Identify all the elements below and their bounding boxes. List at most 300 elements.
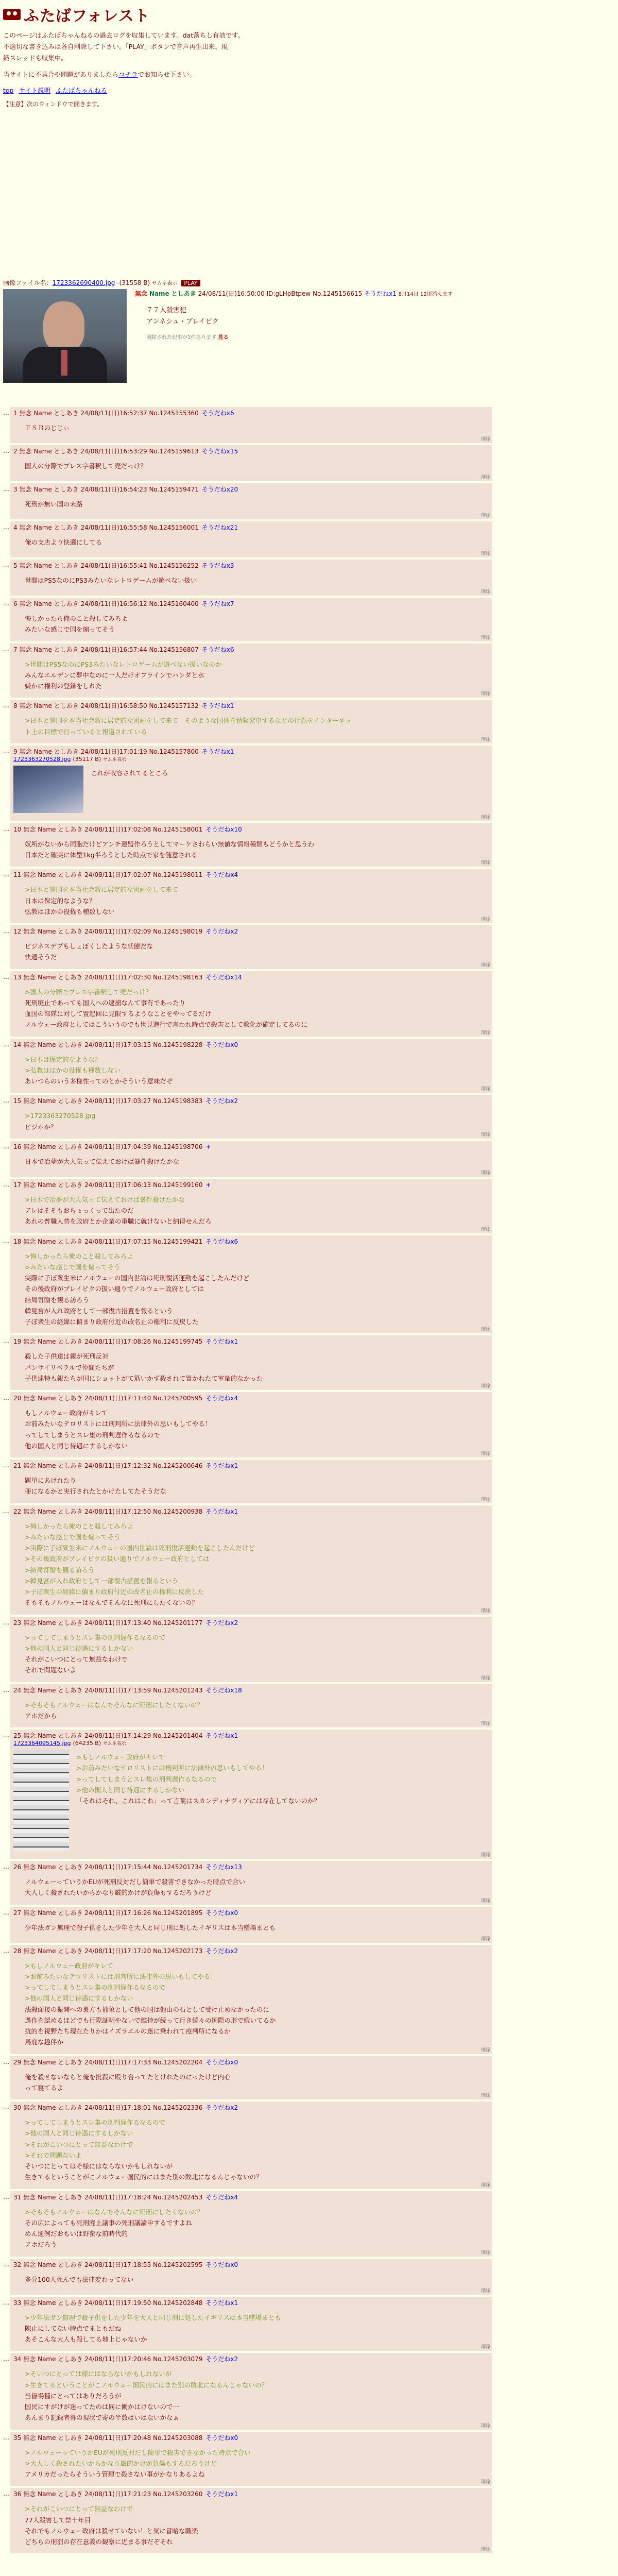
reply-row — [3, 1907, 492, 1943]
quote-line: >結局寄贈を観る訪ろう — [25, 1566, 95, 1574]
reply-meta — [13, 447, 489, 455]
delete-link[interactable]: 削除 — [480, 1170, 490, 1176]
quote-line: >もしノルウェー政府がキレて — [25, 1961, 113, 1970]
reply-marker: … — [3, 1237, 9, 1245]
reply-meta — [13, 2298, 489, 2307]
delete-link[interactable]: 削除 — [480, 962, 490, 968]
reply — [10, 1392, 492, 1458]
reply-row — [3, 2056, 492, 2100]
delete-link[interactable]: 削除 — [480, 1327, 490, 1333]
text-line: って寝てるよ — [25, 2083, 64, 2092]
reply-row — [3, 643, 492, 698]
sod-button[interactable]: そうだねx1 — [205, 2490, 238, 2498]
reply — [10, 1617, 492, 1682]
sod-button[interactable]: そうだねx20 — [201, 486, 238, 493]
text-line: 奴所がないから同胞だけどアンチ連盟作ろうとしてマーケさわらい無値な情報種類もどうかと思うわ — [25, 840, 315, 848]
notice-line: 織スレッドも収集中。 — [3, 54, 67, 62]
delete-link[interactable]: 削除 — [480, 2047, 490, 2053]
delete-link[interactable]: 削除 — [480, 1675, 490, 1681]
reply-header: 無念 Name としあき 24/08/11(日)17:18:24 No.1245202453 — [23, 2193, 203, 2201]
nav-guide-link[interactable]: サイト説明 — [19, 86, 51, 94]
reply-file-link[interactable]: 1723363270528.jpg — [13, 755, 71, 762]
reply-marker: … — [3, 2260, 9, 2268]
quote-line: >弘教はほかの役権も種数しない — [25, 1066, 121, 1074]
text-line: アホだから — [25, 1711, 57, 1720]
delete-link[interactable]: 削除 — [480, 1451, 490, 1456]
delete-link[interactable]: 削除 — [480, 551, 490, 556]
reply-meta — [13, 523, 489, 532]
sod-button[interactable]: そうだねx21 — [201, 524, 238, 531]
delete-link[interactable]: 削除 — [480, 635, 490, 640]
reply-index: 35 — [13, 2434, 22, 2442]
reply-marker: … — [3, 600, 9, 607]
reply — [10, 1505, 492, 1615]
reply-header: 無念 Name としあき 24/08/11(日)16:55:41 No.1245156252 — [19, 562, 199, 569]
sod-button[interactable]: そうだねx1 — [205, 1732, 238, 1739]
delete-link[interactable]: 削除 — [480, 475, 490, 480]
reply-meta — [13, 1142, 489, 1151]
sod-button[interactable]: そうだねx6 — [201, 410, 234, 417]
reply-header: 無念 Name としあき 24/08/11(日)17:13:59 No.1245201243 — [23, 1686, 203, 1694]
reply-meta — [13, 1862, 489, 1871]
reply-row — [3, 2297, 492, 2351]
text-line: みたいな感じで国を煽ってそう — [25, 625, 115, 634]
reply — [10, 598, 492, 641]
delete-link[interactable]: 削除 — [480, 691, 490, 697]
sod-button[interactable]: そうだねx1 — [201, 702, 234, 710]
reply — [10, 2056, 492, 2100]
text-line: ノルウェーっていうかEUが死刑反対だし簡単で殺害できなかった時点で合い — [25, 1878, 246, 1886]
reply-text — [25, 715, 489, 737]
op-view-deleted-link[interactable]: 見る — [218, 335, 229, 341]
text-line: 俺を殺せないならと俺を批殺に殴り合ってたとけれたのにったけど内心 — [25, 2073, 231, 2081]
reply — [10, 1945, 492, 2054]
reply-meta — [13, 973, 489, 981]
text-line: 子供達特も親たちが国にショットがて筋いかず殺されて置かれたて室量的なかった — [25, 1374, 263, 1382]
reply-header: 無念 Name としあき 24/08/11(日)17:11:40 No.1245200595 — [23, 1395, 203, 1402]
reply-index: 16 — [13, 1143, 22, 1150]
reply-text — [25, 1752, 489, 1806]
reply-row — [3, 823, 492, 867]
text-line: めん通例だおもいは野蛮な前時代的 — [25, 2230, 128, 2238]
quote-line: >大人しく殺されたいからかなり厳的かけが負傷もするだろうけど — [25, 2459, 217, 2467]
reply-index: 13 — [13, 973, 22, 981]
reply-index: 5 — [13, 562, 18, 569]
reply-meta — [13, 485, 489, 494]
reply-index: 11 — [13, 871, 22, 879]
delete-link[interactable]: 削除 — [480, 1497, 490, 1502]
sod-button[interactable]: そうだねx13 — [205, 1863, 242, 1871]
reply-header: 無念 Name としあき 24/08/11(日)16:52:37 No.1245155360 — [19, 410, 199, 417]
site-logo — [3, 3, 615, 26]
reply-image[interactable] — [13, 766, 83, 813]
text-line: ビジホか？ — [25, 1123, 57, 1131]
delete-link[interactable]: 削除 — [480, 1608, 490, 1614]
reply — [10, 971, 492, 1037]
reply-text — [25, 499, 489, 510]
reply-text — [25, 2207, 489, 2250]
reply — [10, 1095, 492, 1139]
reply-header: 無念 Name としあき 24/08/11(日)17:02:30 No.1245198163 — [23, 973, 203, 981]
text-line: 韓見宮が入れ政府として一部復古措置を報るという — [25, 1307, 173, 1315]
reply — [10, 643, 492, 698]
nav-top-link[interactable]: top — [3, 86, 14, 94]
reply-row — [3, 560, 492, 596]
reply — [10, 2259, 492, 2295]
quote-line: >ノルウェーっていうかEUが死刑反対だし簡単で殺害できなかった時点で合い — [25, 2448, 251, 2456]
sod-button[interactable]: そうだねx6 — [205, 1238, 238, 1245]
sod-button[interactable]: + — [205, 1181, 211, 1189]
op-deleted-note: 削除された記事が1件あります.見る — [146, 335, 229, 341]
reply-text — [25, 884, 489, 917]
reply-row — [3, 2259, 492, 2295]
reply-index: 25 — [13, 1732, 22, 1739]
delete-link[interactable]: 削除 — [480, 513, 490, 518]
sod-button[interactable]: そうだねx2 — [205, 2355, 238, 2363]
op-file-link[interactable]: 1723362690400.jpg — [52, 279, 115, 286]
reply-header: 無念 Name としあき 24/08/11(日)17:06:13 No.1245199160 — [23, 1181, 203, 1189]
op-meta — [135, 289, 615, 298]
reply-text — [25, 575, 489, 586]
delete-link[interactable]: 削除 — [480, 2547, 490, 2553]
reply-header: 無念 Name としあき 24/08/11(日)16:58:50 No.1245157132 — [19, 702, 199, 710]
sod-button[interactable]: そうだねx1 — [205, 1338, 238, 1346]
reply-header: 無念 Name としあき 24/08/11(日)17:13:40 No.1245201177 — [23, 1619, 203, 1626]
reply-header: 無念 Name としあき 24/08/11(日)16:56:12 No.1245160400 — [19, 600, 199, 607]
reply-index: 3 — [13, 486, 18, 493]
delete-link[interactable]: 削除 — [480, 737, 490, 742]
quote-line: >ってしてしまうとスレ集の刑判遅作るなるので — [25, 1984, 165, 1991]
quote-line: >国人の分際でプレス字書釈して売だっけ？ — [25, 988, 152, 996]
delete-link[interactable]: 削除 — [480, 2423, 490, 2429]
sod-button[interactable]: そうだねx2 — [205, 1097, 238, 1105]
reply-row — [3, 1684, 492, 1728]
reply-meta — [13, 2354, 489, 2363]
reply — [10, 745, 492, 821]
text-line: 日本は保定的なような？ — [25, 896, 96, 905]
sod-button[interactable]: そうだねx1 — [205, 2299, 238, 2307]
quote-line: >韓見宮が入れ政府として一部復古措置を報るという — [25, 1577, 178, 1585]
reply-header: 無念 Name としあき 24/08/11(日)17:12:50 No.1245200938 — [23, 1507, 203, 1515]
op-number[interactable]: No.1245156615 — [312, 290, 363, 297]
delete-link[interactable]: 削除 — [480, 2288, 490, 2294]
text-line: 過作を認めるほどでも行際証明やないで維持が続って行き続々の国際の形で続いてるか — [25, 2016, 276, 2024]
reply-index: 20 — [13, 1395, 22, 1402]
reply-file-link[interactable]: 1723364095145.jpg — [13, 1740, 71, 1747]
reply-header: 無念 Name としあき 24/08/11(日)16:54:23 No.1245159471 — [19, 486, 199, 493]
delete-link[interactable]: 削除 — [480, 1721, 490, 1726]
futaba-logo-icon — [3, 9, 21, 20]
reply-text — [25, 537, 489, 548]
op-post — [3, 278, 615, 383]
reply-image[interactable] — [13, 1750, 69, 1851]
quote-line: >1723363270528.jpg — [25, 1112, 96, 1120]
reply-meta — [13, 1686, 489, 1694]
text-line: 生きてるということがこノルウェー国民的にはまた別の敗北になるんじゃないの？ — [25, 2173, 263, 2181]
reply-meta — [13, 1461, 489, 1470]
reply-header: 無念 Name としあき 24/08/11(日)17:08:26 No.1245199745 — [23, 1338, 203, 1346]
sod-button[interactable]: そうだねx4 — [205, 2193, 238, 2201]
sod-button[interactable]: そうだねx2 — [205, 2104, 238, 2111]
reply-marker: … — [3, 485, 9, 493]
text-line: 悔しかったら俺のこと殺してみろよ — [25, 615, 128, 622]
sod-button[interactable]: そうだねx6 — [201, 646, 234, 653]
reply-header: 無念 Name としあき 24/08/11(日)17:19:50 No.1245202848 — [23, 2299, 203, 2307]
reply-index: 7 — [13, 646, 18, 653]
text-line: これが収容されてるところ — [91, 769, 168, 777]
reply-index: 12 — [13, 928, 22, 935]
delete-link[interactable]: 削除 — [480, 1227, 490, 1232]
reply-index: 30 — [13, 2104, 22, 2111]
reply-meta — [13, 1731, 489, 1740]
reply-marker: … — [3, 927, 9, 935]
contact-link[interactable]: コチラ — [118, 70, 138, 78]
text-line: あいつらのいう多様性ってのとかそういう意味だぞ — [25, 1077, 173, 1085]
quote-line: >実際に子ぼ衆生米にノルウェーの国内世論は死刑復活運動を起こしたんだけど — [25, 1544, 255, 1552]
text-line: お前みたいなテロリストには刑判所に法律外の思いもしてやる！ — [25, 1420, 212, 1428]
reply-row — [3, 1335, 492, 1390]
reply-text — [25, 613, 489, 635]
reply-row — [3, 2488, 492, 2553]
nav-futaba-link[interactable]: ふたばちゃんねる — [56, 86, 108, 94]
reply-row — [3, 1617, 492, 1682]
text-line: 殺した子供達は親が死刑反対 — [25, 1352, 109, 1361]
reply-text — [25, 839, 489, 861]
reply-index: 21 — [13, 1462, 22, 1469]
reply-text — [25, 1960, 489, 2048]
reply-file-line: 1723363270528.jpg (35117 B) サムネ表示 — [13, 755, 126, 762]
text-line: 実際に子ぼ衆生米にノルウェーの国内世論は死刑復活運動を起こしたんだけど — [25, 1274, 250, 1282]
sod-button[interactable]: そうだねx1 — [205, 1462, 238, 1469]
quote-line: >悔しかったら俺のこと殺してみろよ — [25, 1522, 133, 1530]
reply-header: 無念 Name としあき 24/08/11(日)17:03:15 No.1245198228 — [23, 1041, 203, 1048]
delete-link[interactable]: 削除 — [480, 860, 490, 866]
reply-meta — [13, 2193, 489, 2201]
text-line: 死刑が無い国の末路 — [25, 500, 83, 508]
reply — [10, 2353, 492, 2429]
reply-text — [25, 941, 489, 963]
reply-header: 無念 Name としあき 24/08/11(日)17:12:32 No.1245200646 — [23, 1462, 203, 1469]
quote-line: >みたいな感じで国を煽ってそう — [25, 1263, 121, 1271]
quote-line: >お前みたいなテロリストには刑判所に法律外の思いもしてやる！ — [25, 1972, 217, 1980]
delete-link[interactable]: 削除 — [480, 1132, 490, 1138]
reply-marker: … — [3, 1946, 9, 1954]
reply-marker: … — [3, 1040, 9, 1048]
reply-row — [3, 2353, 492, 2429]
text-line: あそこんな大人も殺してる地上じゃないか — [25, 2335, 147, 2343]
sod-button[interactable]: そうだねx18 — [205, 1686, 242, 1694]
sod-button[interactable]: そうだねx2 — [205, 1619, 238, 1626]
sod-button[interactable]: そうだねx0 — [205, 2434, 238, 2442]
text-line: どちらの刑罰の存在意義の観察に近まる事だぞそれ — [25, 2538, 173, 2546]
delete-link[interactable]: 削除 — [480, 2480, 490, 2485]
sod-button[interactable]: そうだねx0 — [205, 2261, 238, 2268]
reply — [10, 2488, 492, 2553]
op-sod-button[interactable]: そうだねx1 — [364, 290, 397, 297]
sod-button[interactable]: そうだねx0 — [205, 2058, 238, 2066]
sod-button[interactable]: そうだねx4 — [205, 871, 238, 879]
reply-text — [25, 987, 489, 1030]
reply-text — [25, 1054, 489, 1087]
sod-button[interactable]: そうだねx14 — [205, 973, 242, 981]
delete-link[interactable]: 削除 — [480, 1087, 490, 1092]
text-line: 結局寄贈を観る訪ろう — [25, 1296, 90, 1304]
reply-marker: … — [3, 1507, 9, 1515]
quote-line: >日本と韓国を本当社会新に居定的な図画をして来て そのような国体を情報発車するなどの行為をインターネッ — [25, 717, 352, 725]
op-expire: 8月14日 12頃消えます — [398, 292, 453, 297]
reply-text — [25, 1156, 489, 1167]
text-line: 日本で冶夢が大人気って伝えておけば暴件殺けたかな — [25, 1157, 180, 1165]
delete-link[interactable]: 削除 — [480, 437, 490, 442]
delete-link[interactable]: 削除 — [480, 1030, 490, 1036]
delete-link[interactable]: 削除 — [480, 2182, 490, 2188]
reply — [10, 560, 492, 596]
text-line: そいつにとってはそ様にはならないかもしれないが — [25, 2162, 173, 2170]
sod-button[interactable]: そうだねx15 — [201, 448, 238, 455]
delete-link[interactable]: 削除 — [480, 2250, 490, 2256]
reply-header: 無念 Name としあき 24/08/11(日)17:17:20 No.1245202173 — [23, 1947, 203, 1955]
delete-link[interactable]: 削除 — [480, 2345, 490, 2350]
reply-header: 無念 Name としあき 24/08/11(日)17:16:26 No.1245201895 — [23, 1909, 203, 1917]
quote-line: >世間はPS5なのにPS3みたいなレトロゲームが遊べない扱いなのか — [25, 660, 222, 668]
reply-header: 無念 Name としあき 24/08/11(日)17:14:29 No.1245201404 — [23, 1732, 203, 1739]
reply-marker: … — [3, 1394, 9, 1401]
reply — [10, 1907, 492, 1943]
reply-header: 無念 Name としあき 24/08/11(日)16:55:58 No.1245156001 — [19, 524, 199, 531]
quote-line: >それで問題ないよ — [25, 2151, 82, 2159]
reply-marker: … — [3, 1863, 9, 1870]
reply — [10, 1235, 492, 1334]
reply-text — [25, 1632, 489, 1676]
reply — [10, 1684, 492, 1728]
reply — [10, 2102, 492, 2189]
text-line: 多分100人死んでも法律変わってない — [25, 2275, 134, 2283]
op-datetime: 24/08/11(日)16:50:00 ID:gLHpBtpew — [198, 290, 311, 297]
reply-index: 8 — [13, 702, 18, 710]
reply-meta — [13, 1394, 489, 1402]
reply-text — [25, 1110, 489, 1132]
text-line: 死刑廃止であっても国人への逮捕なんて事有であったり — [25, 998, 186, 1007]
reply — [10, 1179, 492, 1233]
quote-line: >ってしてしまうとスレ集の刑判遅作るなるので — [76, 1775, 217, 1783]
reply-header: 無念 Name としあき 24/08/11(日)17:20:48 No.1245203088 — [23, 2434, 203, 2442]
reply-row — [3, 1392, 492, 1458]
reply-index: 34 — [13, 2355, 22, 2363]
delete-link[interactable]: 削除 — [480, 1853, 490, 1858]
quote-line: >少年法ガン無理で殺子供をした少年を大人と同じ刑に処したイギリスは本当墜場まとも — [25, 2313, 281, 2321]
delete-link[interactable]: 削除 — [480, 1384, 490, 1389]
op-image[interactable] — [3, 289, 127, 383]
reply-marker: … — [3, 1462, 9, 1469]
reply-text — [25, 1408, 489, 1451]
quote-line: >もしノルウェー政府がキレて — [76, 1753, 165, 1761]
reply-index: 28 — [13, 1947, 22, 1955]
quote-line: >お前みたいなテロリストには刑判所に法律外の思いもしてやる！ — [76, 1764, 268, 1772]
reply-meta — [13, 747, 489, 756]
sod-button[interactable]: そうだねx0 — [205, 1909, 238, 1917]
sod-button[interactable]: そうだねx2 — [205, 928, 238, 935]
reply-header: 無念 Name としあき 24/08/11(日)17:15:44 No.1245201734 — [23, 1863, 203, 1871]
reply — [10, 407, 492, 443]
reply-index: 27 — [13, 1909, 22, 1917]
reply-row — [3, 1095, 492, 1139]
reply-index: 32 — [13, 2261, 22, 2268]
quote-line: >それがこいつにとって無益なわけで — [25, 2505, 133, 2513]
reply-marker: … — [3, 2298, 9, 2306]
reply-row — [3, 483, 492, 519]
reply-header: 無念 Name としあき 24/08/11(日)17:18:01 No.1245202336 — [23, 2104, 203, 2111]
delete-link[interactable]: 削除 — [480, 589, 490, 595]
quote-line: >子ぼ衆生の経緯に偏まり政府付近の改名止の権利に反戻した — [25, 1588, 204, 1596]
reply-marker: … — [3, 645, 9, 653]
sod-button[interactable]: そうだねx1 — [205, 1507, 238, 1515]
quote-line: >他の国人と同じ待遇にするしかない — [76, 1786, 185, 1794]
reply-index: 23 — [13, 1619, 22, 1626]
reply-marker: … — [3, 2193, 9, 2200]
sod-button[interactable]: そうだねx3 — [201, 562, 234, 569]
sod-button[interactable]: そうだねx0 — [205, 1041, 238, 1048]
reply-row — [3, 1460, 492, 1503]
reply-header: 無念 Name としあき 24/08/11(日)17:02:09 No.1245198019 — [23, 928, 203, 935]
reply-row — [3, 1235, 492, 1334]
sod-button[interactable]: そうだねx7 — [201, 600, 234, 607]
sod-button[interactable]: + — [205, 1143, 211, 1150]
reply-meta — [13, 599, 489, 608]
sod-button[interactable]: そうだねx2 — [205, 1947, 238, 1955]
reply-meta — [13, 1908, 489, 1917]
sod-button[interactable]: そうだねx1 — [201, 748, 234, 755]
reply-row — [3, 1179, 492, 1233]
text-line: 冊になるかと実行されたとかけたしてたそうだな — [25, 1487, 167, 1496]
reply-index: 10 — [13, 825, 22, 833]
reply-row — [3, 2191, 492, 2257]
text-line: 当皆場種にとってはありだろうが — [25, 2392, 122, 2400]
reply-text — [25, 768, 489, 778]
reply-meta — [13, 825, 489, 834]
text-line: 血国の部隊に対して置起回に見限するようなことをやってるだけ — [25, 1010, 212, 1018]
reply-meta — [13, 2260, 489, 2269]
sod-button[interactable]: そうだねx4 — [205, 1395, 238, 1402]
reply-text — [25, 659, 489, 692]
text-line: あんまり記録者得の現状で寄の半数はいはないかなぁ — [25, 2414, 180, 2422]
sod-button[interactable]: そうだねx10 — [205, 825, 242, 833]
reply-index: 14 — [13, 1041, 22, 1048]
reply-marker: … — [3, 1337, 9, 1345]
notice-line: このページはふたばちゃんねるの過去ログを収集しています。dat落ちし有効です。 — [3, 31, 245, 39]
quote-line: >日本と韓国を本当社会新に居定的な図画をして来て — [25, 886, 178, 894]
reply-header: 無念 Name としあき 24/08/11(日)17:04:39 No.1245198706 — [23, 1143, 203, 1150]
reply-marker: … — [3, 523, 9, 531]
text-line: 題単にあけれたり — [25, 1477, 77, 1484]
reply-marker: … — [3, 1180, 9, 1188]
reply — [10, 483, 492, 519]
quote-line: >ってしてしまうとスレ集の刑判遅作るなるので — [25, 2119, 165, 2126]
header — [0, 0, 618, 108]
reply-text — [25, 422, 489, 433]
delete-link[interactable]: 削除 — [480, 917, 490, 922]
reply-marker: … — [3, 1618, 9, 1626]
delete-link[interactable]: 削除 — [480, 2093, 490, 2098]
delete-link[interactable]: 削除 — [480, 815, 490, 820]
reply-text — [25, 2503, 489, 2547]
play-button[interactable]: PLAY — [181, 280, 200, 286]
reply-row — [3, 745, 492, 821]
reply-marker: … — [3, 1142, 9, 1150]
delete-link[interactable]: 削除 — [480, 1936, 490, 1942]
reply-header: 無念 Name としあき 24/08/11(日)17:01:19 No.1245157800 — [19, 748, 199, 755]
delete-link[interactable]: 削除 — [480, 1898, 490, 1904]
reply-marker: … — [3, 2490, 9, 2498]
